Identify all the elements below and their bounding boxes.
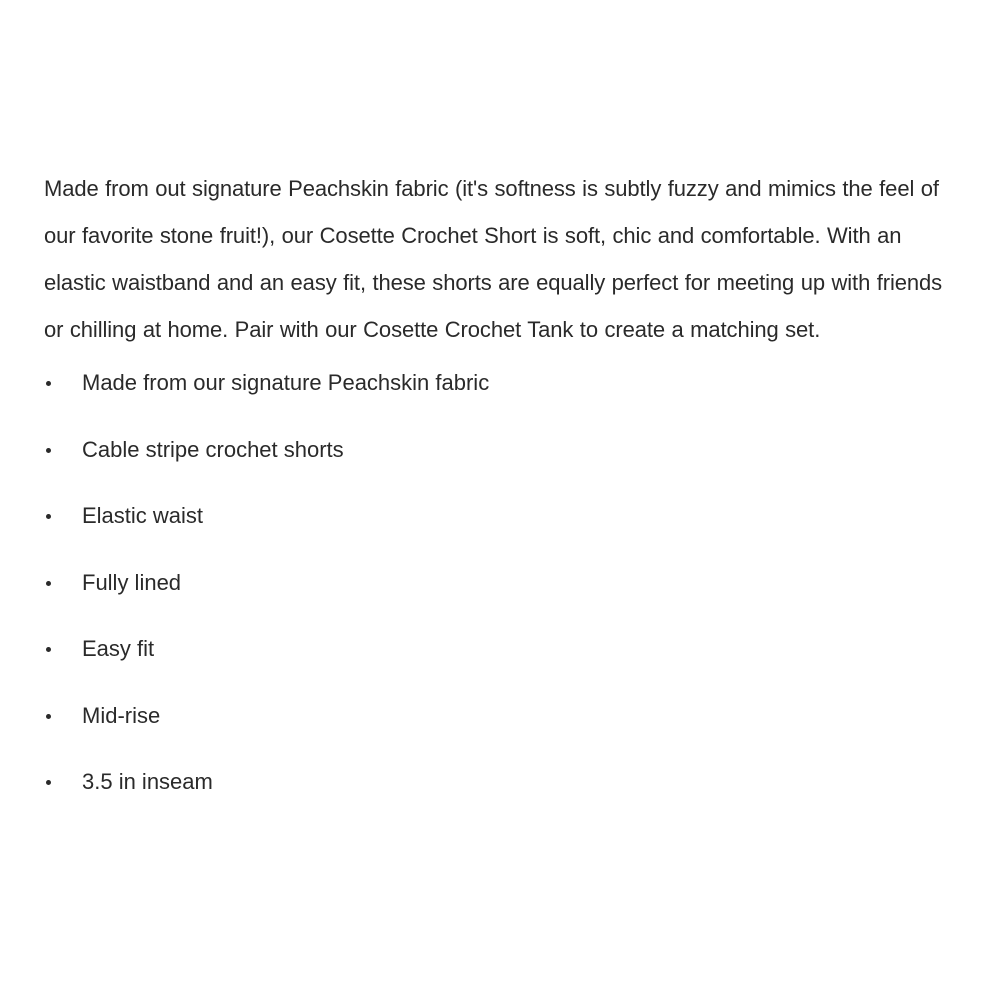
bullet-icon (46, 647, 51, 652)
list-item (44, 367, 964, 434)
feature-text: Easy fit (82, 636, 155, 661)
feature-text: Fully lined (82, 569, 182, 595)
feature-text: 3.5 in inseam (82, 769, 213, 794)
list-item (44, 766, 964, 833)
bullet-icon (46, 780, 51, 785)
list-item (44, 500, 964, 567)
feature-list (44, 367, 964, 833)
product-details (44, 165, 964, 819)
feature-text: Made from our signature Peachskin fabric (82, 370, 490, 395)
list-item (44, 567, 964, 634)
bullet-icon (46, 581, 51, 586)
product-description: Made from out signature Peachskin fabric (it's softness is subtly fuzzy and mimics the feel of our favorite stone fruit!), our Cosette Crochet Short is soft, chic and comfortable. With an elastic waistband and an easy fit, these shorts are equally perfect for meeting up with friends or chilling at home. Pair with our Cosette Crochet Tank to create a matching set. (44, 176, 943, 342)
list-item (44, 700, 964, 767)
list-item (44, 633, 964, 700)
bullet-icon (46, 714, 51, 719)
feature-text: Mid-rise (82, 702, 161, 728)
bullet-icon (46, 381, 51, 386)
bullet-icon (46, 514, 51, 519)
feature-text: Elastic waist (82, 503, 204, 528)
list-item (44, 434, 964, 501)
bullet-icon (46, 448, 51, 453)
feature-text: Cable stripe crochet shorts (82, 436, 344, 462)
